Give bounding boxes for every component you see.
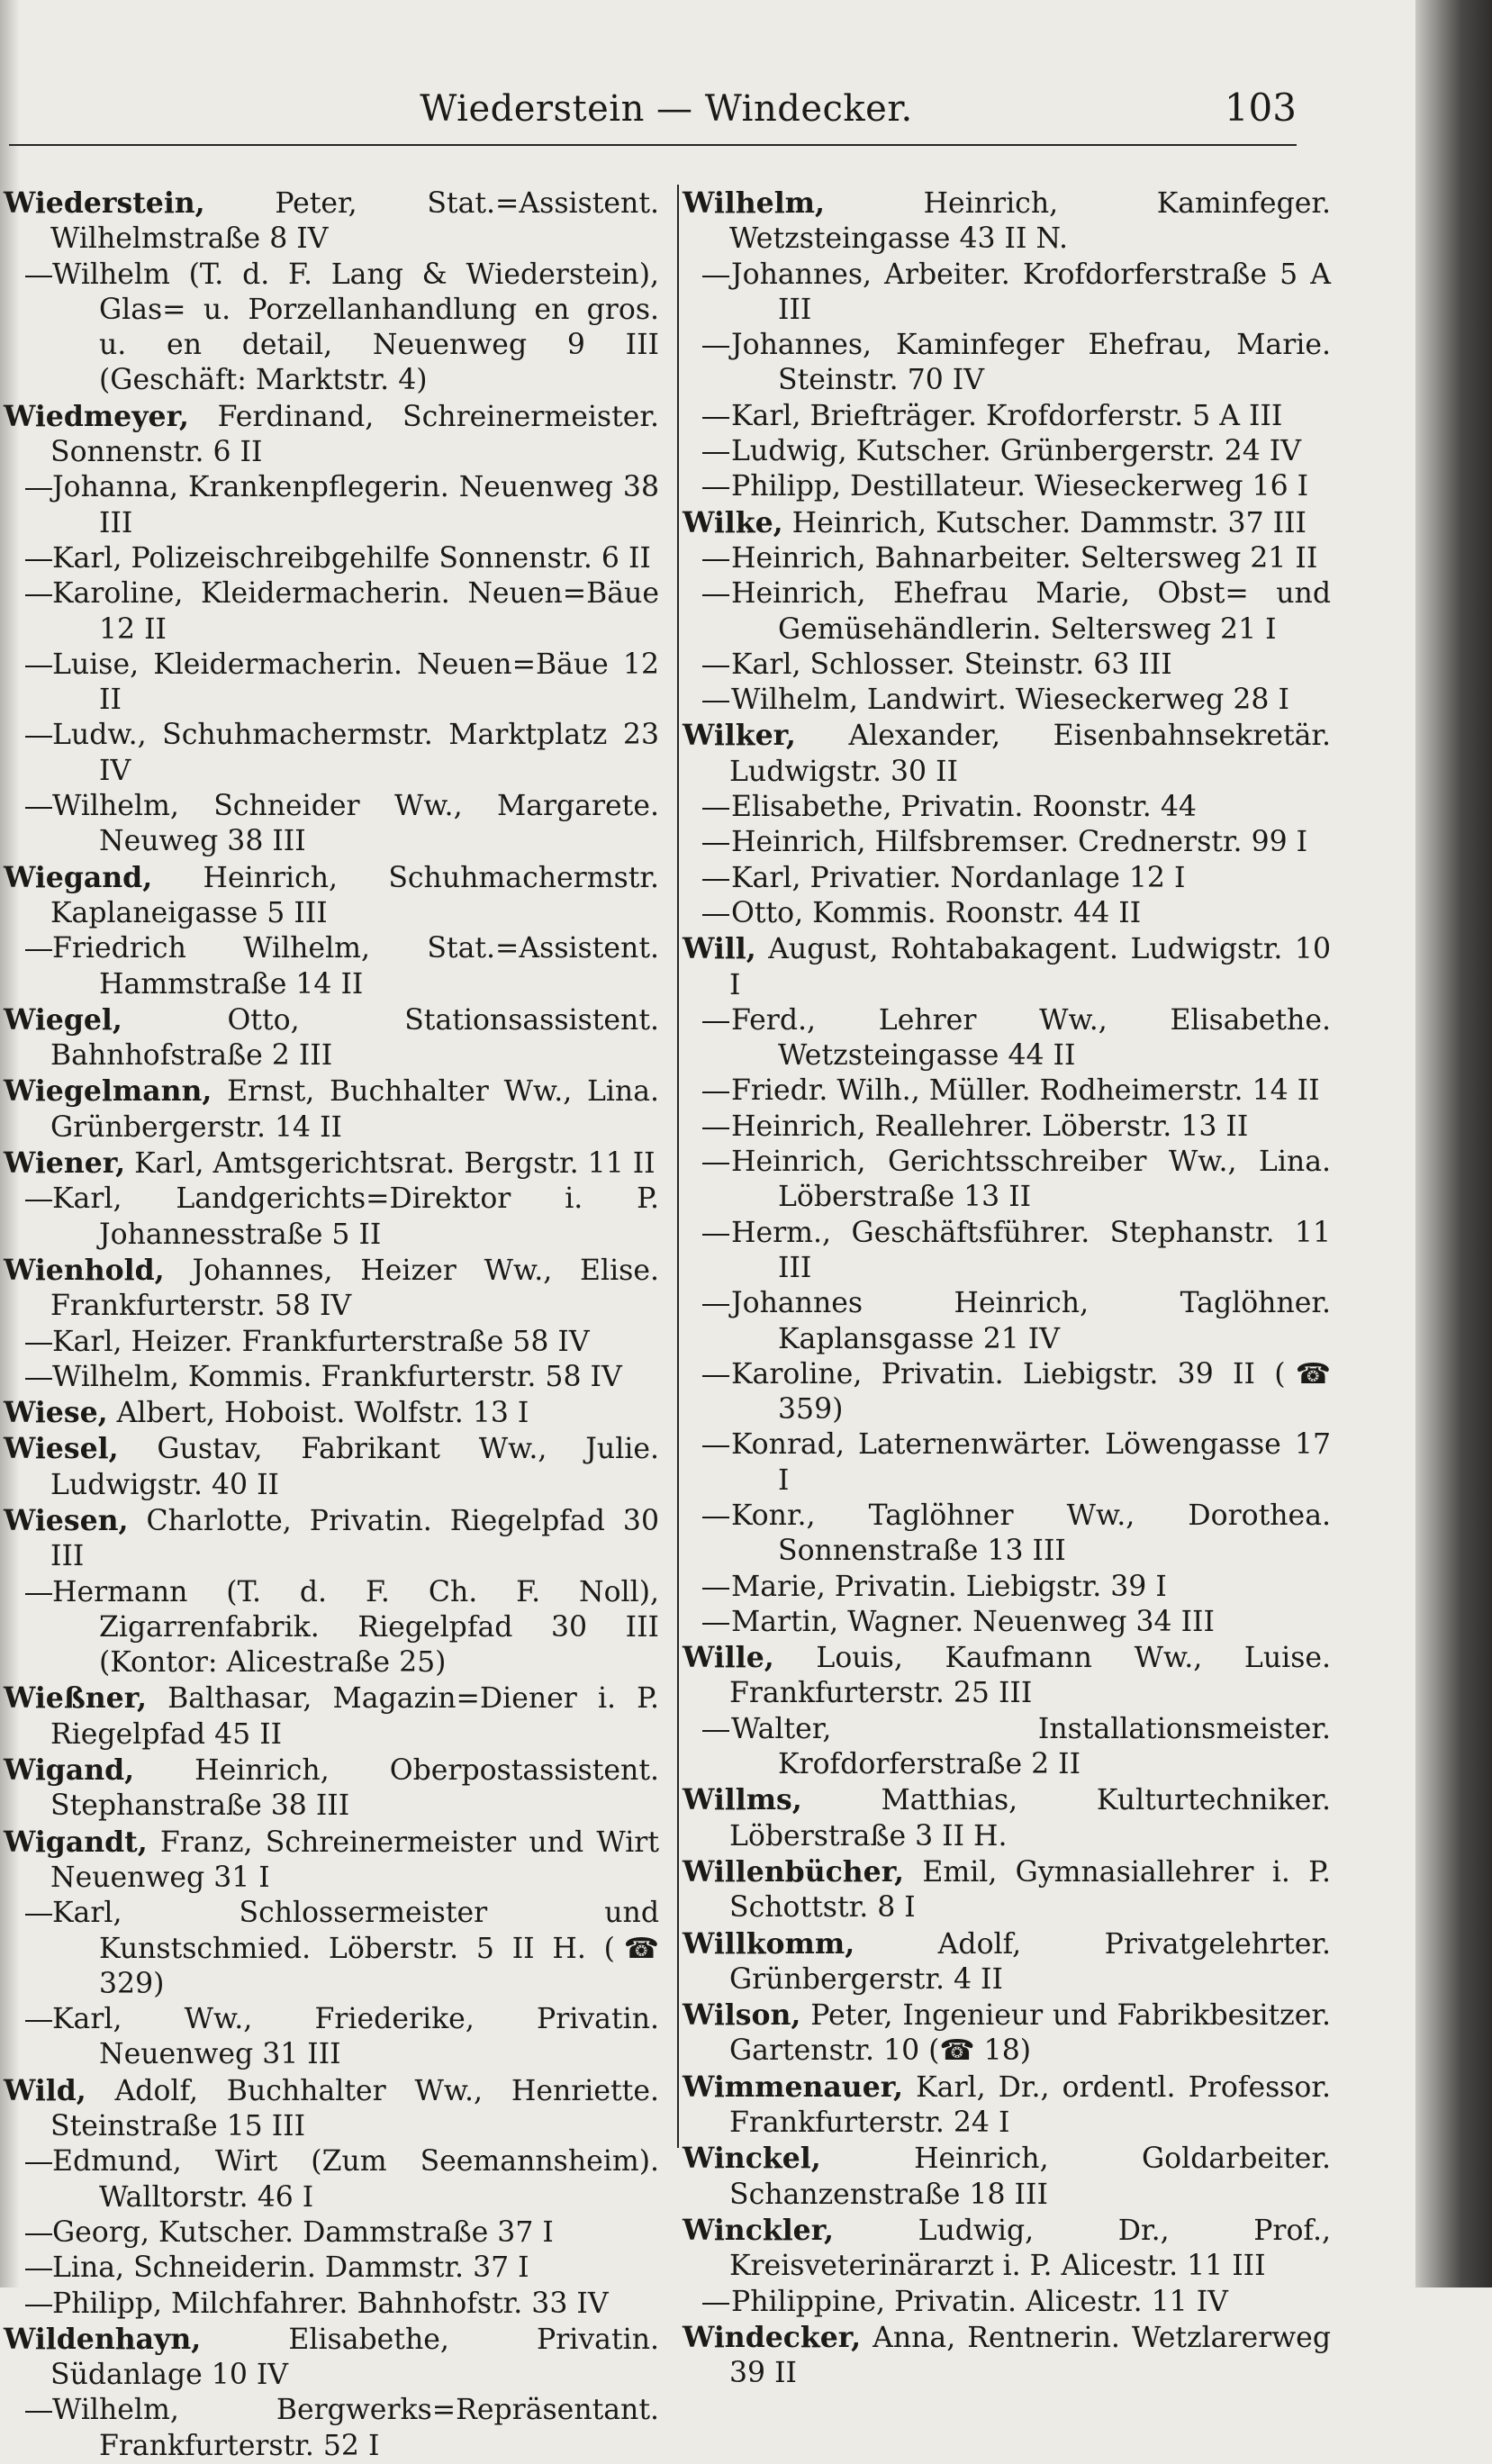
entry-text: Johannes, Kaminfeger Ehefrau, Marie. Steinstr. 70 IV: [731, 329, 1331, 397]
directory-entry: [683, 186, 1331, 258]
entry-text: Johannes, Arbeiter. Krofdorferstraße 5 A III: [731, 258, 1331, 326]
directory-sub-entry: [4, 2144, 659, 2215]
entry-surname: Winckler,: [683, 2213, 834, 2247]
entry-text: Johannes, Heizer Ww., Elise. Frankfurterstr. 58 IV: [50, 1254, 660, 1323]
directory-entry: [4, 1002, 659, 1074]
entry-text: Albert, Hoboist. Wolfstr. 13 I: [116, 1397, 529, 1430]
directory-entry: [683, 1997, 1331, 2070]
directory-entry: [4, 186, 659, 258]
entry-surname: Wiedmeyer,: [4, 399, 189, 433]
entry-text: Heinrich, Kaminfeger. Wetzsteingasse 43 II N.: [729, 187, 1331, 256]
directory-entry: [4, 1680, 659, 1753]
page-edge: [1415, 0, 1492, 2287]
entry-surname: Windecker,: [683, 2320, 862, 2354]
entry-surname: Wiese,: [4, 1396, 108, 1430]
directory-entry: [4, 860, 659, 932]
entry-text: Karl, Amtsgerichtsrat. Bergstr. 11 II: [134, 1147, 656, 1181]
directory-entry: [4, 1753, 659, 1825]
directory-sub-entry: [683, 648, 1331, 683]
entry-surname: Wiesen,: [4, 1503, 129, 1537]
directory-sub-entry: [683, 1712, 1331, 1783]
directory-sub-entry: [683, 399, 1331, 434]
directory-sub-entry: [683, 1145, 1331, 1216]
directory-sub-entry: [4, 789, 659, 860]
directory-sub-entry: [683, 790, 1331, 825]
entry-surname: Willenbücher,: [683, 1854, 904, 1889]
directory-entry: [4, 2322, 659, 2394]
entry-text: Wilhelm, Schneider Ww., Margarete. Neuweg 38 III: [52, 790, 659, 858]
directory-sub-entry: [683, 576, 1331, 648]
directory-entry: [683, 1854, 1331, 1926]
directory-entry: [683, 505, 1331, 541]
directory-entry: [683, 2070, 1331, 2142]
entry-text: Balthasar, Magazin=Diener i. P. Riegelpfad 45 II: [50, 1682, 659, 1751]
entry-text: Heinrich, Schuhmachermstr. Kaplaneigasse 5 III: [50, 861, 659, 929]
entry-text: Heinrich, Reallehrer. Löberstr. 13 II: [731, 1110, 1249, 1143]
entry-text: Otto, Kommis. Roonstr. 44 II: [731, 896, 1142, 929]
entry-text: Walter, Installationsmeister. Krofdorferstraße 2 II: [731, 1712, 1331, 1781]
entry-text: Heinrich, Oberpostassistent. Stephanstraße 38 III: [50, 1754, 660, 1823]
entry-text: Luise, Kleidermacherin. Neuen=Bäue 12 II: [52, 648, 659, 717]
directory-sub-entry: [683, 1570, 1331, 1605]
entry-text: Georg, Kutscher. Dammstraße 37 I: [52, 2215, 554, 2249]
entry-surname: Will,: [683, 932, 756, 966]
entry-text: Otto, Stationsassistent. Bahnhofstraße 2 III: [50, 1003, 659, 1073]
entry-surname: Wilke,: [683, 505, 783, 539]
directory-column-right: [683, 186, 1331, 2391]
directory-entry: [4, 399, 659, 471]
directory-sub-entry: [683, 1427, 1331, 1499]
directory-sub-entry: [683, 469, 1331, 504]
entry-surname: Wießner,: [4, 1681, 147, 1716]
directory-sub-entry: [4, 2002, 659, 2073]
entry-text: Wilhelm, Bergwerks=Repräsentant. Frankfurterstr. 52 I: [52, 2394, 659, 2462]
entry-text: Karl, Privatier. Nordanlage 12 I: [731, 861, 1186, 894]
directory-sub-entry: [4, 2287, 659, 2322]
entry-surname: Wiesel,: [4, 1432, 119, 1466]
entry-text: Charlotte, Privatin. Riegelpfad 30 III: [50, 1504, 659, 1573]
entry-text: August, Rohtabakagent. Ludwigstr. 10 I: [729, 933, 1332, 1001]
entry-text: Louis, Kaufmann Ww., Luise. Frankfurterstr. 25 III: [729, 1642, 1332, 1710]
directory-sub-entry: [4, 258, 659, 399]
entry-text: Heinrich, Hilfsbremser. Crednerstr. 99 I: [731, 826, 1308, 859]
directory-entry: [683, 2213, 1331, 2285]
directory-entry: [683, 718, 1331, 790]
directory-sub-entry: [683, 258, 1331, 329]
entry-text: Friedrich Wilhelm, Stat.=Assistent. Hammstraße 14 II: [52, 932, 659, 1001]
header-rule: [9, 144, 1297, 146]
entry-text: Alexander, Eisenbahnsekretär. Ludwigstr. 30 II: [729, 720, 1331, 788]
directory-entry: [683, 2141, 1331, 2213]
entry-text: Karl, Ww., Friederike, Privatin. Neuenweg 31 III: [52, 2003, 659, 2071]
entry-text: Karl, Schlosser. Steinstr. 63 III: [731, 648, 1172, 681]
entry-surname: Wienhold,: [4, 1253, 165, 1287]
entry-surname: Wild,: [4, 2073, 86, 2107]
entry-text: Heinrich, Ehefrau Marie, Obst= und Gemüsehändlerin. Seltersweg 21 I: [731, 577, 1331, 646]
directory-sub-entry: [683, 541, 1331, 576]
entry-text: Lina, Schneiderin. Dammstr. 37 I: [52, 2251, 529, 2285]
directory-sub-entry: [4, 648, 659, 719]
directory-sub-entry: [4, 1182, 659, 1253]
directory-sub-entry: [683, 1110, 1331, 1145]
directory-sub-entry: [4, 2393, 659, 2464]
directory-sub-entry: [683, 1605, 1331, 1640]
entry-text: Karl, Heizer. Frankfurterstraße 58 IV: [52, 1325, 590, 1358]
directory-entry: [683, 2320, 1331, 2392]
entry-text: Wilhelm (T. d. F. Lang & Wiederstein), Glas= u. Porzellanhandlung en gros. u. en detail, Neuenweg 9 III (Geschäft: Marktstr. 4): [52, 258, 659, 397]
entry-text: Elisabethe, Privatin. Südanlage 10 IV: [50, 2323, 659, 2392]
entry-text: Konr., Taglöhner Ww., Dorothea. Sonnenstraße 13 III: [731, 1499, 1331, 1568]
entry-text: Ferd., Lehrer Ww., Elisabethe. Wetzsteingasse 44 II: [731, 1003, 1331, 1073]
directory-entry: [4, 1503, 659, 1575]
entry-surname: Wigand,: [4, 1753, 135, 1788]
entry-text: Ludwig, Kutscher. Grünbergerstr. 24 IV: [731, 435, 1301, 468]
directory-entry: [4, 2073, 659, 2145]
entry-surname: Wigandt,: [4, 1825, 148, 1859]
directory-sub-entry: [4, 1575, 659, 1681]
entry-text: Wilhelm, Landwirt. Wieseckerweg 28 I: [731, 684, 1289, 717]
directory-sub-entry: [4, 2215, 659, 2251]
directory-entry: [683, 1640, 1331, 1712]
entry-text: Edmund, Wirt (Zum Seemannsheim). Walltorstr. 46 I: [52, 2145, 659, 2214]
entry-text: Johannes Heinrich, Taglöhner. Kaplansgasse 21 IV: [731, 1287, 1331, 1355]
entry-text: Gustav, Fabrikant Ww., Julie. Ludwigstr. 40 II: [50, 1433, 659, 1501]
directory-entry: [4, 1253, 659, 1325]
entry-text: Heinrich, Gerichtsschreiber Ww., Lina. Löberstraße 13 II: [731, 1146, 1331, 1214]
entry-surname: Wimmenauer,: [683, 2070, 904, 2104]
entry-surname: Winckel,: [683, 2142, 821, 2176]
directory-entry: [683, 1782, 1331, 1854]
entry-text: Peter, Stat.=Assistent. Wilhelmstraße 8 IV: [50, 187, 659, 256]
entry-text: Heinrich, Bahnarbeiter. Seltersweg 21 II: [731, 541, 1318, 575]
entry-text: Ludwig, Dr., Prof., Kreisveterinärarzt i. P. Alicestr. 11 III: [729, 2214, 1331, 2283]
directory-sub-entry: [683, 683, 1331, 718]
directory-sub-entry: [4, 576, 659, 648]
directory-sub-entry: [683, 861, 1331, 896]
column-divider: [677, 185, 679, 2148]
entry-text: Martin, Wagner. Neuenweg 34 III: [731, 1605, 1215, 1638]
directory-entry: [4, 1431, 659, 1503]
entry-text: Elisabethe, Privatin. Roonstr. 44: [731, 791, 1197, 824]
directory-sub-entry: [4, 1360, 659, 1395]
directory-sub-entry: [683, 825, 1331, 860]
entry-text: Friedr. Wilh., Müller. Rodheimerstr. 14 II: [731, 1074, 1320, 1108]
entry-surname: Wiegelmann,: [4, 1074, 212, 1109]
entry-text: Konrad, Laternenwärter. Löwengasse 17 I: [731, 1428, 1331, 1497]
entry-text: Franz, Schreinermeister und Wirt Neuenweg 31 I: [50, 1825, 659, 1894]
directory-sub-entry: [4, 931, 659, 1002]
entry-text: Philipp, Milchfahrer. Bahnhofstr. 33 IV: [52, 2287, 609, 2320]
directory-entry: [4, 1146, 659, 1182]
directory-sub-entry: [683, 1286, 1331, 1357]
directory-column-left: [4, 186, 659, 2464]
entry-text: Karl, Landgerichts=Direktor i. P. Johannesstraße 5 II: [52, 1182, 659, 1251]
running-header: Wiederstein — Windecker.: [420, 88, 913, 130]
entry-text: Matthias, Kulturtechniker. Löberstraße 3 II H.: [729, 1784, 1331, 1853]
entry-text: Emil, Gymnasiallehrer i. P. Schottstr. 8 I: [729, 1855, 1331, 1925]
directory-entry: [4, 1395, 659, 1431]
entry-surname: Wilson,: [683, 1998, 801, 2033]
entry-text: Wilhelm, Kommis. Frankfurterstr. 58 IV: [52, 1360, 622, 1393]
directory-sub-entry: [683, 1003, 1331, 1074]
directory-sub-entry: [683, 1073, 1331, 1109]
directory-sub-entry: [683, 1216, 1331, 1287]
page-number: 103: [1224, 86, 1297, 130]
entry-surname: Wille,: [683, 1641, 774, 1675]
entry-text: Ferdinand, Schreinermeister. Sonnenstr. 6 II: [50, 400, 659, 469]
entry-text: Adolf, Buchhalter Ww., Henriette. Steinstraße 15 III: [50, 2074, 659, 2143]
entry-text: Karoline, Kleidermacherin. Neuen=Bäue 12 II: [52, 577, 659, 646]
entry-text: Karl, Schlossermeister und Kunstschmied. Löberstr. 5 II H. (☎ 329): [52, 1897, 659, 2000]
entry-text: Philipp, Destillateur. Wieseckerweg 16 I: [731, 470, 1309, 503]
directory-sub-entry: [683, 1499, 1331, 1570]
directory-sub-entry: [4, 541, 659, 576]
directory-entry: [4, 1825, 659, 1897]
entry-text: Ernst, Buchhalter Ww., Lina. Grünbergerstr. 14 II: [50, 1075, 660, 1144]
directory-sub-entry: [4, 718, 659, 789]
entry-text: Philippine, Privatin. Alicestr. 11 IV: [731, 2285, 1228, 2318]
entry-surname: Willms,: [683, 1783, 802, 1817]
entry-text: Hermann (T. d. F. Ch. F. Noll), Zigarrenfabrik. Riegelpfad 30 III (Kontor: Alicestraße 25): [52, 1575, 659, 1680]
directory-entry: [4, 1073, 659, 1146]
entry-text: Karl, Polizeischreibgehilfe Sonnenstr. 6 II: [52, 541, 651, 575]
entry-text: Adolf, Privatgelehrter. Grünbergerstr. 4 II: [729, 1927, 1331, 1996]
directory-entry: [683, 931, 1331, 1003]
directory-sub-entry: [4, 1896, 659, 2002]
entry-text: Heinrich, Kutscher. Dammstr. 37 III: [791, 506, 1307, 539]
directory-entry: [683, 1926, 1331, 1998]
directory-sub-entry: [683, 896, 1331, 931]
entry-text: Karl, Briefträger. Krofdorferstr. 5 A III: [731, 399, 1283, 432]
entry-text: Peter, Ingenieur und Fabrikbesitzer. Gartenstr. 10 (☎ 18): [729, 1999, 1331, 2068]
entry-text: Karoline, Privatin. Liebigstr. 39 II (☎ 359): [731, 1357, 1331, 1427]
entry-surname: Wiegel,: [4, 1002, 122, 1037]
entry-surname: Wilhelm,: [683, 186, 825, 220]
entry-surname: Willkomm,: [683, 1926, 855, 1961]
entry-surname: Wilker,: [683, 719, 796, 753]
entry-surname: Wiener,: [4, 1146, 126, 1181]
entry-surname: Wildenhayn,: [4, 2322, 202, 2356]
entry-text: Marie, Privatin. Liebigstr. 39 I: [731, 1570, 1167, 1603]
directory-sub-entry: [4, 2251, 659, 2286]
entry-text: Heinrich, Goldarbeiter. Schanzenstraße 18 III: [729, 2142, 1331, 2211]
entry-text: Herm., Geschäftsführer. Stephanstr. 11 III: [731, 1216, 1331, 1284]
entry-surname: Wiegand,: [4, 860, 153, 894]
directory-sub-entry: [683, 328, 1331, 399]
entry-text: Ludw., Schuhmachermstr. Marktplatz 23 IV: [52, 719, 659, 787]
directory-sub-entry: [683, 2285, 1331, 2320]
directory-sub-entry: [4, 470, 659, 541]
entry-text: Anna, Rentnerin. Wetzlarerweg 39 II: [729, 2321, 1331, 2390]
directory-sub-entry: [683, 434, 1331, 469]
directory-sub-entry: [683, 1357, 1331, 1428]
directory-sub-entry: [4, 1325, 659, 1360]
entry-text: Karl, Dr., ordentl. Professor. Frankfurterstr. 24 I: [729, 2070, 1331, 2140]
entry-surname: Wiederstein,: [4, 186, 205, 220]
entry-text: Johanna, Krankenpflegerin. Neuenweg 38 III: [52, 471, 659, 539]
